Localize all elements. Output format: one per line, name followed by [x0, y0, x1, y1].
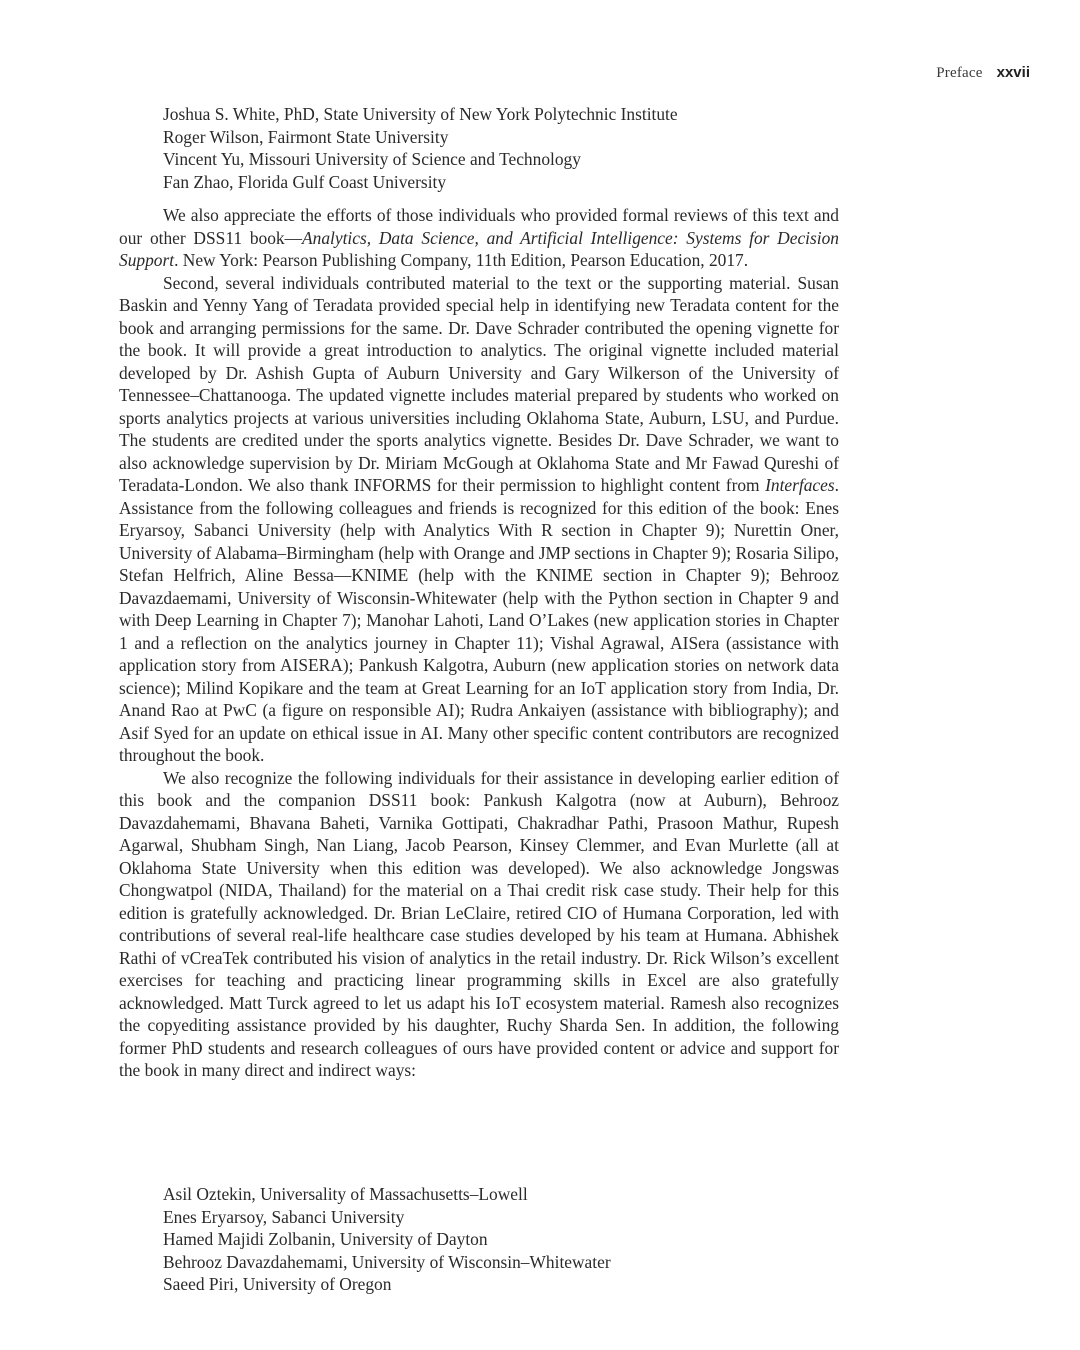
list-item: Behrooz Davazdahemami, University of Wisconsin–Whitewater [163, 1251, 611, 1272]
page-number: xxvii [996, 64, 1030, 81]
book-title: Analytics, Data Science, and Artificial Intelligence: Systems for Decision Support [119, 227, 839, 270]
list-item: Vincent Yu, Missouri University of Science and Technology [163, 149, 581, 169]
paragraph-earlier-edition: We also recognize the following individuals for their assistance in developing earlier edition of this book and the companion DSS11 book: Pankush Kalgotra (now at Auburn), Behrooz Davazdahemami, Bhavana Baheti, Varnika Gottipati, Chakradhar Pathi, Prasoon Mathur, Rupesh Agarwal, Shubham Singh, Nan Liang, Jacob Pearson, Kinsey Clemmer, and Evan Murlette (all at Oklahoma State University when this edition was developed). We also acknowledge Jongswas Chongwatpol (NIDA, Thailand) for the material on a Thai credit risk case study. Their help for this edition is gratefully acknowledged. Dr. Brian LeClaire, retired CIO of Humana Corporation, led with contributions of several real-life healthcare case studies developed by his team at Humana. Abhishek Rathi of vCreaTek contributed his vision of analytics in the retail industry. Dr. Rick Wilson’s excellent exercises for teaching and practicing linear programming skills in Excel are also gratefully acknowledged. Matt Turck agreed to let us adapt his IoT ecosystem material. Ramesh also recognizes the copyediting assistance provided by his daughter, Ruchy Sharda Sen. In addition, the following former PhD students and research colleagues of ours have provided content or advice and support for the book in many direct and indirect ways: [119, 767, 839, 1080]
contributor-list-bottom [119, 1183, 839, 1296]
running-head [936, 64, 1030, 82]
list-item: Asil Oztekin, Universality of Massachusetts–Lowell [163, 1184, 528, 1204]
body-text [119, 204, 839, 1082]
list-item: Roger Wilson, Fairmont State University [163, 126, 449, 147]
list-item: Fan Zhao, Florida Gulf Coast University [163, 171, 447, 192]
list-item: Hamed Majidi Zolbanin, University of Dayton [163, 1229, 488, 1249]
list-item: Enes Eryarsoy, Sabanci University [163, 1206, 405, 1227]
list-item: Saeed Piri, University of Oregon [163, 1274, 392, 1294]
list-item: Joshua S. White, PhD, State University of New York Polytechnic Institute [163, 104, 678, 124]
reviewer-list-top [119, 103, 839, 193]
paragraph-reviews: We also appreciate the efforts of those individuals who provided formal reviews of this text and our other DSS11 book—Analytics, Data Science, and Artificial Intelligence: Systems for Decision Support. New York: Pearson Publishing Company, 11th Edition, Pearson Education, 2017. [119, 205, 839, 270]
paragraph-contributors: Second, several individuals contributed material to the text or the supporting material. Susan Baskin and Yenny Yang of Teradata provided special help in identifying new Teradata content for the book and arranging permissions for the same. Dr. Dave Schrader contributed the opening vignette for the book. It will provide a great introduction to analytics. The original vignette included material developed by Dr. Ashish Gupta of Auburn University and Gary Wilkerson of the University of Tennessee–Chattanooga. The updated vignette includes material prepared by students who worked on sports analytics projects at various universities including Oklahoma State, Auburn, LSU, and Purdue. The students are credited under the sports analytics vignette. Besides Dr. Dave Schrader, we want to also acknowledge supervision by Dr. Miriam McGough at Oklahoma State and Mr Fawad Qureshi of Teradata-London. We also thank INFORMS for their permission to highlight content from Interfaces. Assistance from the following colleagues and friends is recognized for this edition of the book: Enes Eryarsoy, Sabanci University (help with Analytics With R section in Chapter 9); Nurettin Oner, University of Alabama–Birmingham (help with Orange and JMP sections in Chapter 9); Rosaria Silipo, Stefan Helfrich, Aline Bessa—KNIME (help with the KNIME section in Chapter 9); Behrooz Davazdaemami, University of Wisconsin-Whitewater (help with the Python section in Chapter 9 and with Deep Learning in Chapter 7); Manohar Lahoti, Land O’Lakes (new application stories in Chapter 1 and a reflection on the analytics journey in Chapter 11); Vishal Agrawal, AISera (assistance with application story from AISERA); Pankush Kalgotra, Auburn (new application stories on network data science); Milind Kopikare and the team at Great Learning for an IoT application story from India, Dr. Anand Rao at PwC (a figure on responsible AI); Rudra Ankaiyen (assistance with bibliography); and Asif Syed for an update on ethical issue in AI. Many other specific content contributors are recognized throughout the book. [119, 272, 839, 765]
running-head-section: Preface [936, 65, 983, 81]
journal-title: Interfaces [765, 475, 835, 495]
